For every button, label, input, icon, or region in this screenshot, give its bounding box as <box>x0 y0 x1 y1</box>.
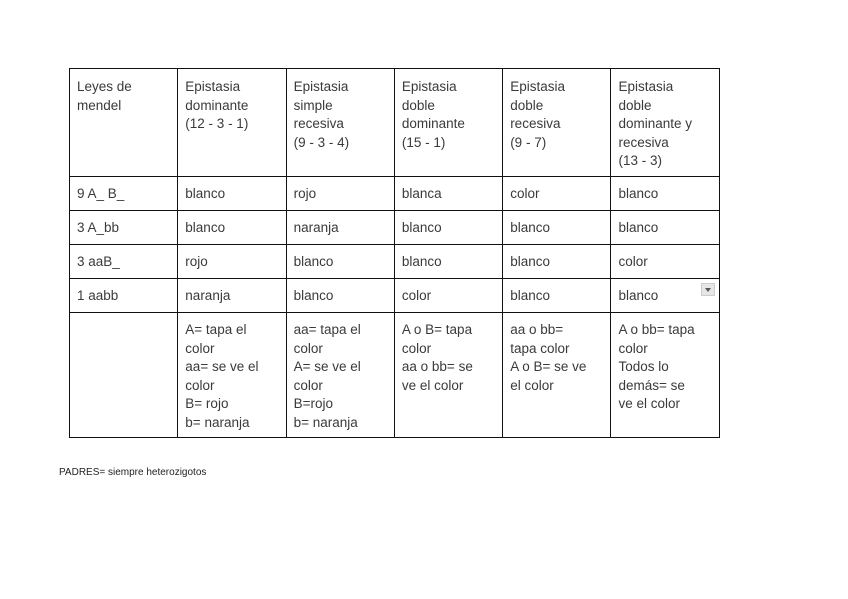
table-cell[interactable]: rojo <box>286 177 394 211</box>
header-cell[interactable]: Leyes de mendel <box>70 69 178 177</box>
table-cell[interactable]: blanco <box>611 279 719 313</box>
table-row <box>70 211 720 245</box>
notes-row <box>70 313 720 438</box>
table-cell[interactable]: 3 A_bb <box>70 211 178 245</box>
header-cell[interactable]: Epistasia doble recesiva (9 - 7) <box>503 69 611 177</box>
table-cell[interactable]: 1 aabb <box>70 279 178 313</box>
table-row <box>70 177 720 211</box>
table-cell[interactable]: blanco <box>286 245 394 279</box>
table-cell[interactable]: blanco <box>178 177 286 211</box>
table-cell[interactable] <box>70 313 178 438</box>
table-cell[interactable]: blanco <box>394 245 502 279</box>
table-cell[interactable]: 9 A_ B_ <box>70 177 178 211</box>
table-cell[interactable]: blanco <box>611 177 719 211</box>
table-cell[interactable]: color <box>503 177 611 211</box>
table-cell[interactable]: blanco <box>611 211 719 245</box>
table-cell[interactable]: naranja <box>178 279 286 313</box>
header-cell[interactable]: Epistasia doble dominante y recesiva (13 - 3) <box>611 69 719 177</box>
table-cell[interactable]: blanco <box>178 211 286 245</box>
table-cell[interactable]: blanco <box>394 211 502 245</box>
notes-cell[interactable]: A o B= tapa color aa o bb= se ve el color <box>394 313 502 438</box>
epistasis-table <box>69 68 720 438</box>
table-cell[interactable]: 3 aaB_ <box>70 245 178 279</box>
notes-cell[interactable]: A= tapa el color aa= se ve el color B= rojo b= naranja <box>178 313 286 438</box>
cell-dropdown-icon[interactable] <box>701 283 715 296</box>
table-cell[interactable]: rojo <box>178 245 286 279</box>
table-cell[interactable]: blanco <box>503 211 611 245</box>
header-cell[interactable]: Epistasia doble dominante (15 - 1) <box>394 69 502 177</box>
table-cell[interactable]: color <box>394 279 502 313</box>
header-cell[interactable]: Epistasia dominante (12 - 3 - 1) <box>178 69 286 177</box>
table-cell[interactable]: blanco <box>503 279 611 313</box>
table-cell[interactable]: blanca <box>394 177 502 211</box>
header-cell[interactable]: Epistasia simple recesiva (9 - 3 - 4) <box>286 69 394 177</box>
table-row <box>70 245 720 279</box>
notes-cell[interactable]: aa o bb= tapa color A o B= se ve el color <box>503 313 611 438</box>
table-header-row <box>70 69 720 177</box>
table-cell[interactable]: blanco <box>286 279 394 313</box>
notes-cell[interactable]: aa= tapa el color A= se ve el color B=rojo b= naranja <box>286 313 394 438</box>
footer-note: PADRES= siempre heterozigotos <box>59 467 207 478</box>
table-cell[interactable]: color <box>611 245 719 279</box>
table-cell[interactable]: naranja <box>286 211 394 245</box>
notes-cell[interactable]: A o bb= tapa color Todos lo demás= se ve el color <box>611 313 719 438</box>
table-cell[interactable]: blanco <box>503 245 611 279</box>
table-row <box>70 279 720 313</box>
